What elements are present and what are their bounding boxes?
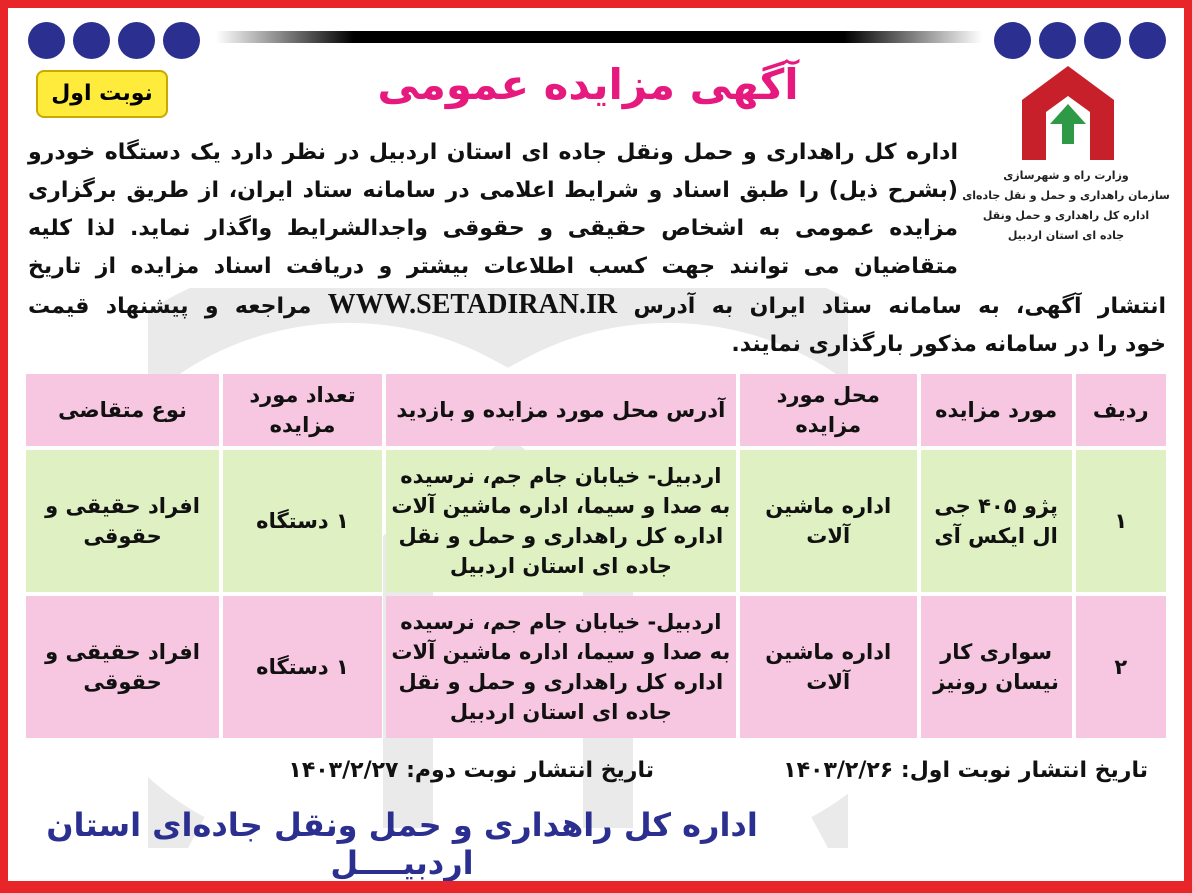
ministry-name [960,166,1172,246]
header-quantity: تعداد مورد مزایده [223,374,382,446]
cell-auction-location: اداره ماشین آلات [740,450,917,592]
instruction-line-2: خود را در سامانه مذکور بارگذاری نمایند. [731,332,1166,357]
round-badge: نوبت اول [36,70,168,118]
dot [73,22,110,59]
dot [994,22,1031,59]
page-title: آگهی مزایده عمومی [377,60,799,109]
cell-address: اردبیل- خیابان جام جم، نرسیده به صدا و سیما، اداره ماشین آلات اداره کل راهداری و حمل و نقل جاده ای استان اردبیل [386,596,736,738]
instruction-text-after-url: مراجعه و پیشنهاد قیمت [28,294,312,319]
cell-quantity: ۱ دستگاه [223,450,382,592]
intro-paragraph: اداره کل راهداری و حمل ونقل جاده ای استان اردبیل در نظر دارد یک دستگاه خودرو (بشرح ذیل) را طبق اسناد و شرایط اعلامی در سامانه ستاد ایران، از طریق برگزاری مزایده عمومی به اشخاص حقیقی و حقوقی واجدالشرایط واگذار نماید. لذا کلیه متقاضیان می توانند جهت کسب اطلاعات بیشتر و دریافت اسناد مزایده از تاریخ [28,140,958,279]
ministry-line: وزارت راه و شهرسازی [1003,169,1129,182]
header-auction-item: مورد مزایده [921,374,1072,446]
dot [1039,22,1076,59]
cell-address: اردبیل- خیابان جام جم، نرسیده به صدا و سیما، اداره ماشین آلات اداره کل راهداری و حمل و نقل جاده ای استان اردبیل [386,450,736,592]
table-header-row [26,374,1166,446]
auction-table [22,370,1170,742]
cell-applicant-type: افراد حقیقی و حقوقی [26,596,219,738]
table-row [26,450,1166,592]
dot [118,22,155,59]
cell-auction-location: اداره ماشین آلات [740,596,917,738]
decorative-rule [216,31,982,43]
header-applicant-type: نوع متقاضی [26,374,219,446]
footer-organization: اداره کل راهداری و حمل ونقل جاده‌ای استان اردبیــــل [46,806,758,881]
cell-applicant-type: افراد حقیقی و حقوقی [26,450,219,592]
ministry-logo-icon [1016,60,1120,164]
second-publication-date: تاریخ انتشار نوبت دوم: ۱۴۰۳/۲/۲۷ [288,758,654,783]
header-auction-location: محل مورد مزایده [740,374,917,446]
dot [1129,22,1166,59]
cell-row-number: ۱ [1076,450,1166,592]
header-row-number: ردیف [1076,374,1166,446]
decorative-dots-right [994,22,1166,59]
cell-auction-item: سواری کار نیسان رونیز [921,596,1072,738]
dot [1084,22,1121,59]
ministry-line: جاده ای استان اردبیل [1007,229,1125,242]
ministry-line: سازمان راهداری و حمل و نقل جاده‌ای [962,189,1170,202]
cell-quantity: ۱ دستگاه [223,596,382,738]
decorative-dots-left [28,22,200,59]
advertisement-page [8,8,1184,881]
dot [28,22,65,59]
instruction-text-before-url: انتشار آگهی، به سامانه ستاد ایران به آدرس [633,294,1166,319]
instruction-line-1 [28,286,1166,326]
table-row [26,596,1166,738]
first-publication-date: تاریخ انتشار نوبت اول: ۱۴۰۳/۲/۲۶ [783,758,1148,783]
header-address: آدرس محل مورد مزایده و بازدید [386,374,736,446]
cell-row-number: ۲ [1076,596,1166,738]
dot [163,22,200,59]
cell-auction-item: پژو ۴۰۵ جی ال ایکس آی [921,450,1072,592]
ministry-line: اداره کل راهداری و حمل ونقل [982,209,1150,222]
setadiran-url-link[interactable]: WWW.SETADIRAN.IR [327,289,618,320]
instruction-paragraph [28,286,1166,364]
